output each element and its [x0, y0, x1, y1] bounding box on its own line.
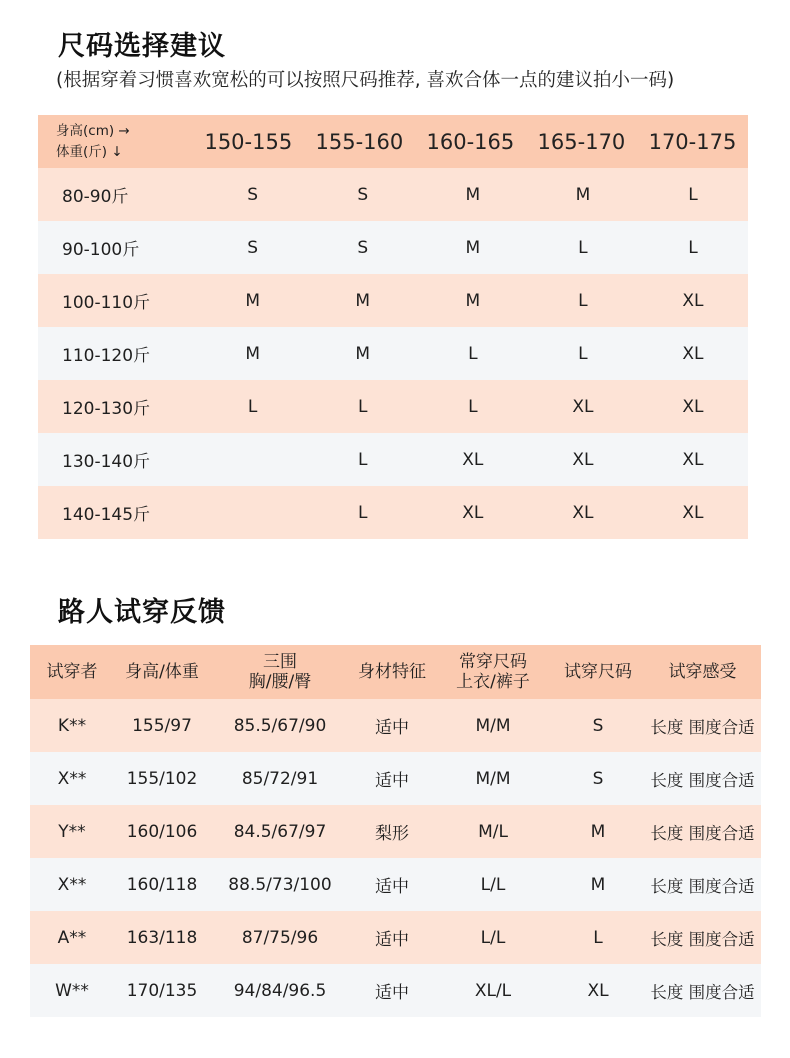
size-chart-row — [38, 380, 748, 433]
recommended-size-cell: L — [358, 396, 368, 417]
weight-range-cell: 90-100斤 — [62, 240, 140, 260]
recommended-size-cell: L — [688, 184, 698, 205]
recommended-size-cell: XL — [572, 449, 594, 470]
recommended-size-cell: L — [578, 343, 588, 364]
usual-size-cell: M/M — [475, 715, 511, 736]
feeling-cell: 长度 围度合适 — [650, 717, 755, 737]
recommended-size-cell: M — [245, 343, 260, 364]
height-column-header: 155-160 — [315, 129, 404, 154]
recommended-size-cell: XL — [682, 343, 704, 364]
usual-size-cell: L/L — [480, 874, 506, 895]
tester-cell: A** — [57, 927, 87, 948]
usual-size-cell: L/L — [480, 927, 506, 948]
weight-axis-label: 体重(斤) ↓ — [56, 143, 123, 160]
usual-size-header-bottom: 上衣/裤子 — [456, 672, 530, 692]
weight-range-cell: 100-110斤 — [62, 293, 151, 313]
body-type-cell: 适中 — [375, 718, 409, 738]
tester-cell: X** — [57, 768, 87, 789]
size-chart-row — [38, 433, 748, 486]
tried-size-cell: S — [592, 768, 604, 789]
recommended-size-cell: M — [465, 290, 481, 311]
height-weight-header — [114, 662, 210, 682]
recommended-size-cell: L — [358, 449, 368, 470]
recommended-size-cell: M — [575, 184, 591, 205]
recommended-size-cell: XL — [462, 449, 484, 470]
fit-feedback-row — [30, 858, 761, 911]
recommended-size-cell: L — [578, 237, 588, 258]
height-weight-cell: 163/118 — [126, 927, 198, 948]
feeling-cell: 长度 围度合适 — [650, 982, 755, 1002]
feeling-cell: 长度 围度合适 — [650, 823, 755, 843]
recommended-size-cell: S — [247, 184, 259, 205]
fit-feedback-row — [30, 699, 761, 752]
feeling-cell: 长度 围度合适 — [650, 876, 755, 896]
fit-feedback-row — [30, 752, 761, 805]
tried-size-header-label: 试穿尺码 — [564, 662, 632, 682]
body-type-header — [350, 662, 434, 682]
fit-feedback-header-row — [30, 645, 761, 699]
usual-size-header-top: 常穿尺码 — [459, 652, 527, 672]
height-weight-cell: 160/118 — [126, 874, 198, 895]
size-chart-row — [38, 327, 748, 380]
size-chart-row — [38, 486, 748, 539]
recommended-size-cell: XL — [572, 502, 594, 523]
weight-range-cell: 130-140斤 — [62, 452, 151, 472]
weight-range-cell: 80-90斤 — [62, 187, 129, 207]
size-chart-corner — [38, 121, 193, 163]
size-chart-row — [38, 168, 748, 221]
tried-size-cell: M — [590, 821, 606, 842]
feeling-cell: 长度 围度合适 — [650, 929, 755, 949]
feeling-header-label: 试穿感受 — [668, 662, 737, 682]
measurements-cell: 94/84/96.5 — [233, 980, 327, 1001]
fit-feedback-title: 路人试穿反馈 — [58, 597, 226, 628]
recommended-size-cell: XL — [682, 290, 704, 311]
recommended-size-cell: M — [355, 290, 371, 311]
measurements-cell: 84.5/67/97 — [233, 821, 327, 842]
height-weight-cell: 160/106 — [126, 821, 198, 842]
height-column-header: 165-170 — [537, 129, 626, 154]
measurements-header-top: 三围 — [263, 652, 297, 672]
measurements-cell: 88.5/73/100 — [228, 874, 332, 895]
usual-size-header — [434, 652, 552, 692]
recommended-size-cell: L — [468, 396, 478, 417]
body-type-cell: 适中 — [375, 983, 409, 1003]
recommended-size-cell: S — [357, 237, 369, 258]
size-chart-table — [38, 115, 748, 540]
usual-size-cell: M/L — [478, 821, 508, 842]
recommended-size-cell: XL — [682, 396, 704, 417]
tester-header-label: 试穿者 — [46, 662, 98, 682]
body-type-cell: 适中 — [375, 877, 409, 897]
tried-size-cell: S — [592, 715, 604, 736]
recommended-size-cell: L — [468, 343, 478, 364]
recommended-size-cell: M — [245, 290, 260, 311]
tester-cell: K** — [57, 715, 87, 736]
body-type-cell: 适中 — [375, 771, 409, 791]
body-type-cell: 适中 — [375, 930, 409, 950]
usual-size-cell: XL/L — [474, 980, 512, 1001]
height-column-header: 170-175 — [648, 129, 737, 154]
tried-size-cell: XL — [587, 980, 609, 1001]
measurements-cell: 85/72/91 — [241, 768, 319, 789]
tried-size-header — [552, 662, 644, 682]
recommended-size-cell: S — [247, 237, 259, 258]
weight-range-cell: 140-145斤 — [62, 505, 151, 525]
tester-cell: W** — [55, 980, 89, 1001]
height-column-header: 160-165 — [426, 129, 515, 154]
height-weight-header-label: 身高/体重 — [125, 662, 199, 682]
weight-range-cell: 120-130斤 — [62, 399, 151, 419]
tester-cell: Y** — [58, 821, 86, 842]
recommended-size-cell: M — [465, 237, 481, 258]
height-weight-cell: 170/135 — [126, 980, 198, 1001]
measurements-cell: 85.5/67/90 — [233, 715, 327, 736]
fit-feedback-row — [30, 964, 761, 1017]
recommended-size-cell: S — [357, 184, 369, 205]
recommended-size-cell: XL — [572, 396, 594, 417]
recommended-size-cell: M — [355, 343, 371, 364]
height-weight-cell: 155/102 — [126, 768, 198, 789]
fit-feedback-row — [30, 911, 761, 964]
height-column-header: 150-155 — [204, 129, 293, 154]
tried-size-cell: M — [590, 874, 606, 895]
recommended-size-cell: XL — [682, 502, 704, 523]
recommended-size-cell: M — [465, 184, 481, 205]
body-type-cell: 梨形 — [375, 824, 409, 844]
size-chart-row — [38, 274, 748, 327]
feeling-header — [644, 662, 761, 682]
tried-size-cell: L — [593, 927, 603, 948]
usual-size-cell: M/M — [475, 768, 511, 789]
size-chart-header-row — [38, 115, 748, 168]
weight-range-cell: 110-120斤 — [62, 346, 151, 366]
recommended-size-cell: L — [247, 396, 258, 417]
height-weight-cell: 155/97 — [132, 715, 192, 736]
measurements-header-bottom: 胸/腰/臀 — [248, 672, 312, 692]
size-chart-row — [38, 221, 748, 274]
size-guide-title: 尺码选择建议 — [58, 31, 226, 62]
recommended-size-cell: XL — [462, 502, 484, 523]
recommended-size-cell: L — [688, 237, 698, 258]
fit-feedback-table — [30, 645, 761, 1015]
tester-header — [30, 662, 114, 682]
body-type-header-label: 身材特征 — [358, 662, 426, 682]
feeling-cell: 长度 围度合适 — [650, 770, 755, 790]
height-axis-label: 身高(cm) → — [56, 122, 130, 139]
recommended-size-cell: XL — [682, 449, 704, 470]
size-guide-subtitle: (根据穿着习惯喜欢宽松的可以按照尺码推荐, 喜欢合体一点的建议拍小一码) — [56, 70, 675, 91]
measurements-cell: 87/75/96 — [241, 927, 319, 948]
fit-feedback-row — [30, 805, 761, 858]
recommended-size-cell: L — [578, 290, 588, 311]
tester-cell: X** — [57, 874, 87, 895]
measurements-header — [210, 652, 350, 692]
recommended-size-cell: L — [358, 502, 368, 523]
